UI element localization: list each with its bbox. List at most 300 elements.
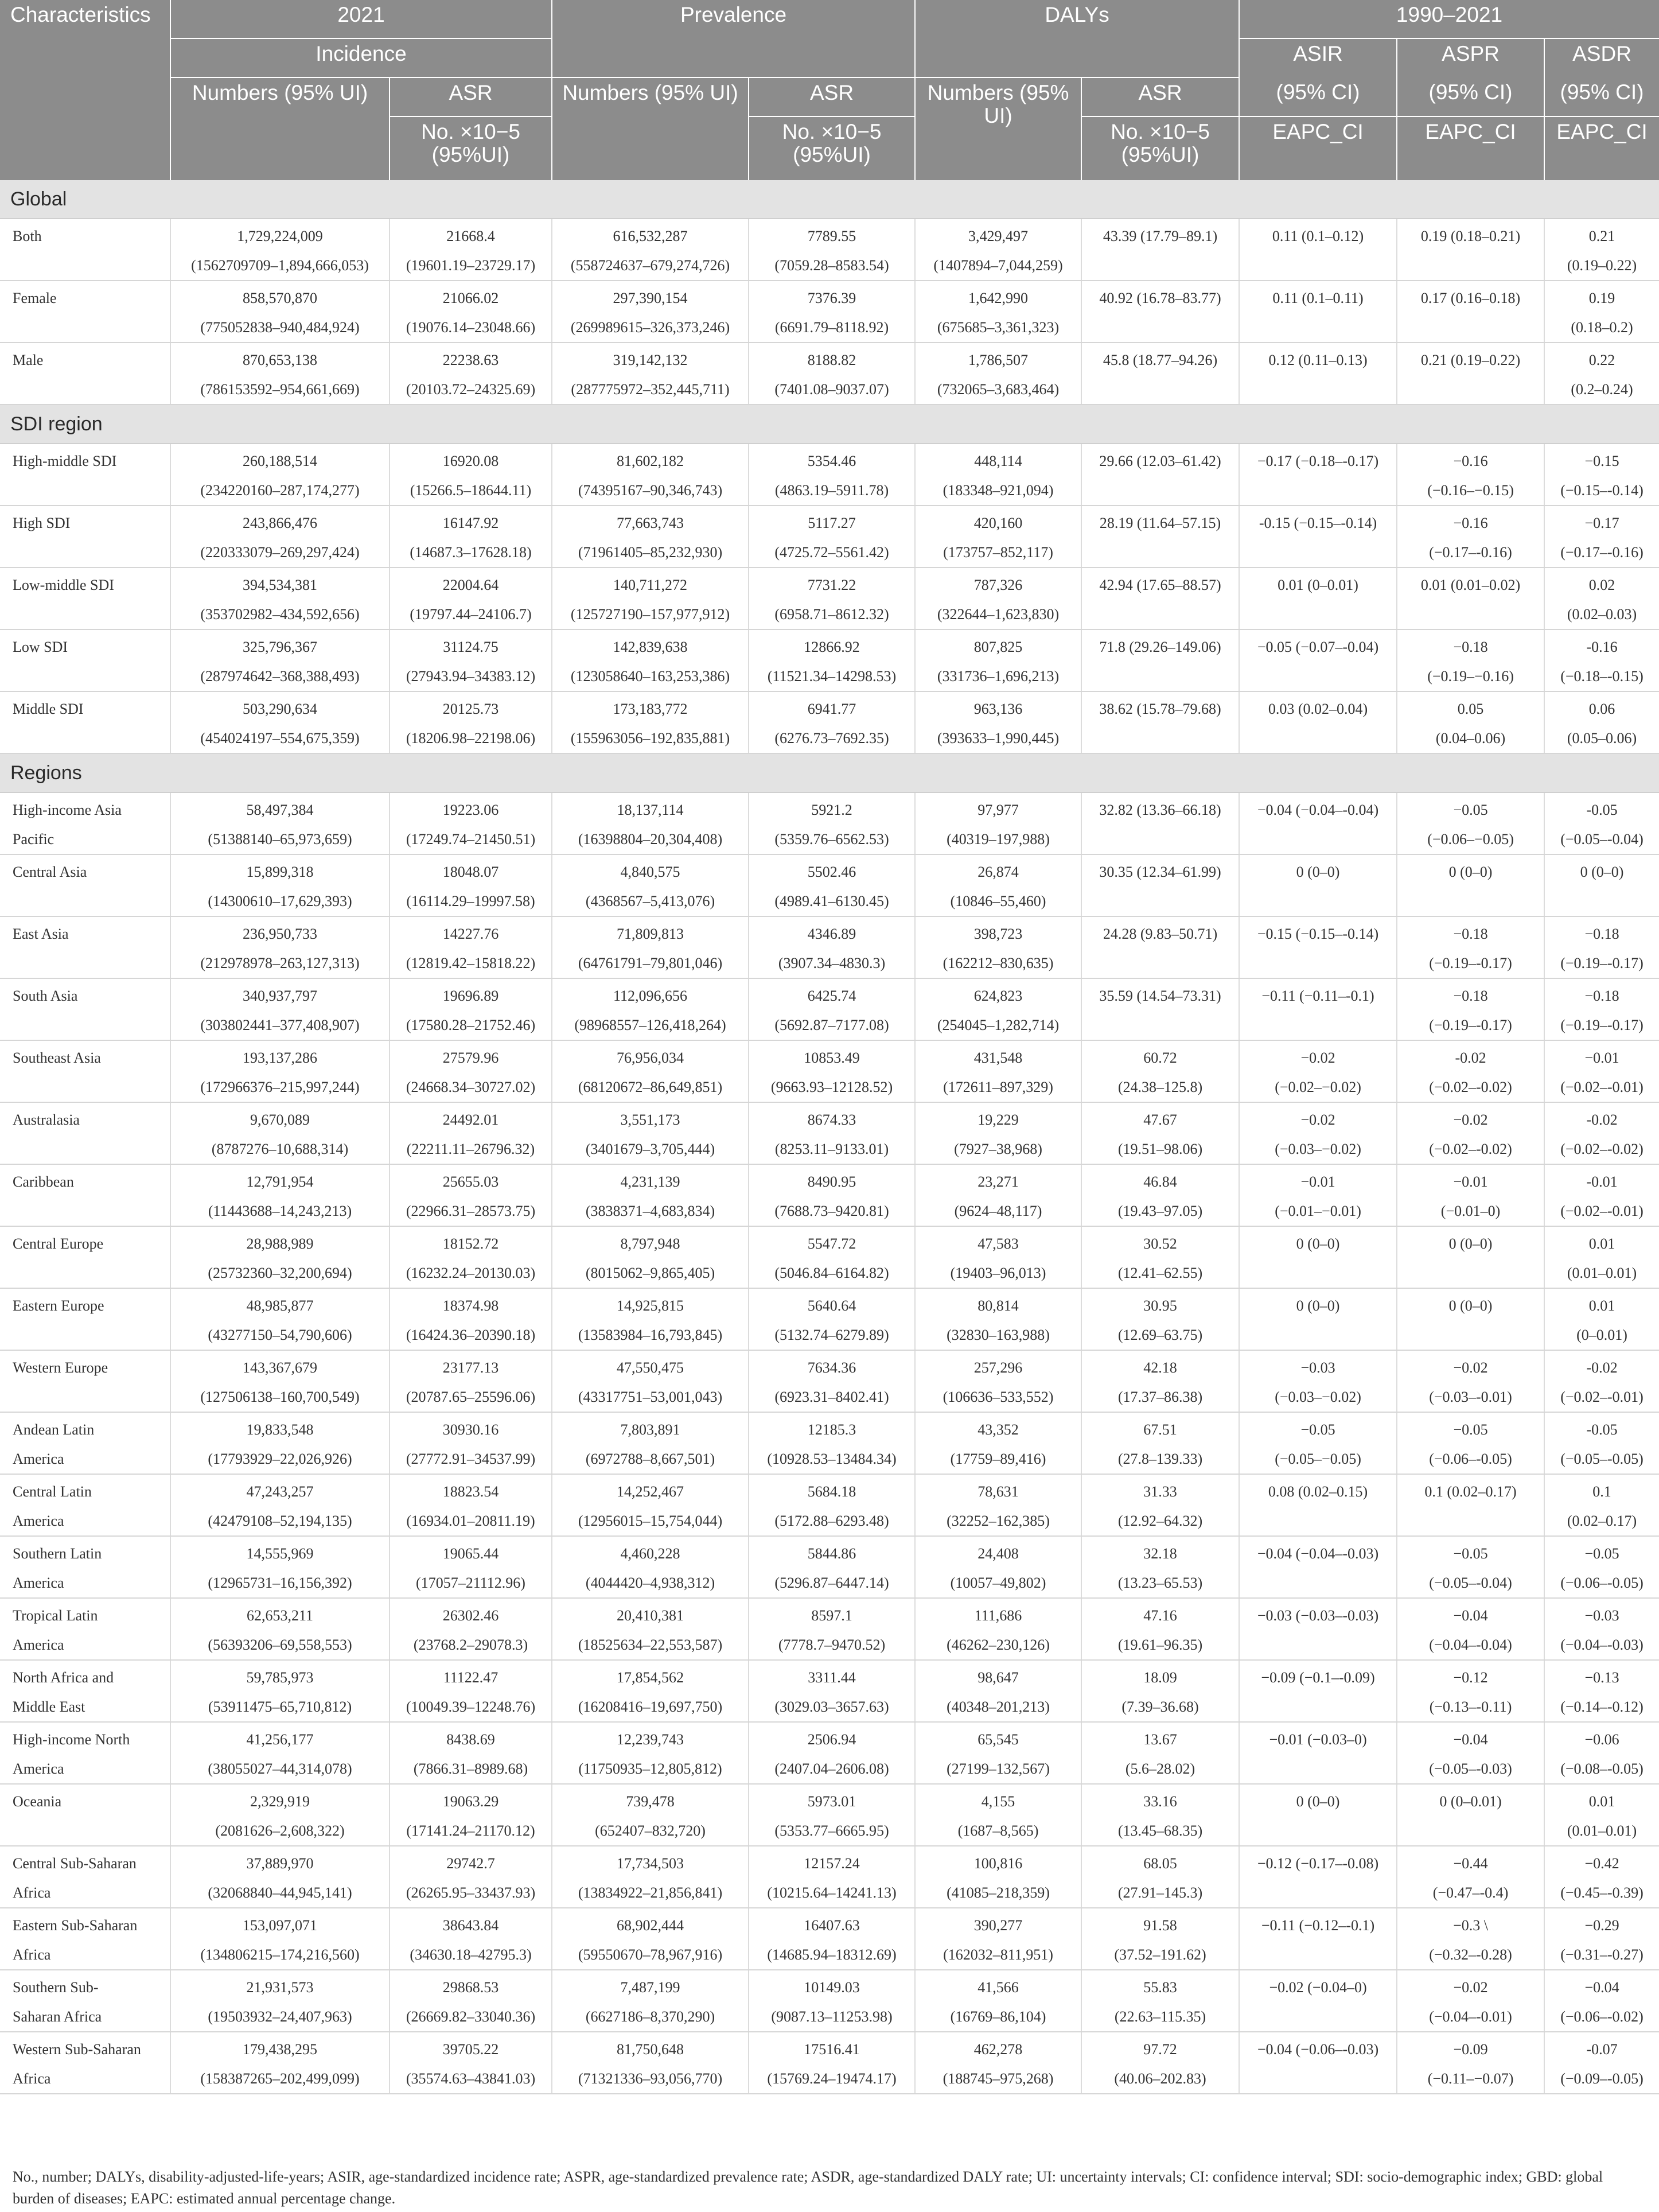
cell-value: Central Sub-Saharan xyxy=(13,1855,137,1872)
cell-interval: (27199–132,567) xyxy=(947,1760,1050,1777)
cell-value: 16147.92 xyxy=(442,515,499,531)
cell-interval: (24668.34–30727.02) xyxy=(406,1079,536,1095)
header-asir: ASIR xyxy=(1239,38,1397,77)
cell-value: 15,899,318 xyxy=(246,864,314,880)
cell-value: 20,410,381 xyxy=(617,1607,684,1624)
cell-interval: (25732360–32,200,694) xyxy=(208,1265,352,1281)
cell-value: 420,160 xyxy=(973,515,1023,531)
cell-value: 5973.01 xyxy=(807,1793,856,1810)
cell-value: 18,137,114 xyxy=(617,802,684,818)
cell-interval: (17249.74–21450.51) xyxy=(406,831,536,848)
cell-value: 963,136 xyxy=(973,701,1023,717)
table-cell xyxy=(1397,1598,1544,1660)
table-cell xyxy=(1397,1226,1544,1288)
cell-value: −0.17 (−0.18–-0.17) xyxy=(1257,453,1379,469)
table-cell xyxy=(1544,1598,1659,1660)
table-cell xyxy=(915,1784,1081,1846)
cell-value: 111,686 xyxy=(974,1607,1022,1624)
table-cell xyxy=(1239,629,1397,691)
table-cell xyxy=(915,1660,1081,1722)
table-header xyxy=(0,0,1659,180)
table-row xyxy=(0,1102,1659,1164)
cell-interval: (−0.17–-0.16) xyxy=(1560,544,1644,561)
cell-interval: (6972788–8,667,501) xyxy=(585,1451,715,1467)
table-row xyxy=(0,1412,1659,1474)
table-cell xyxy=(1544,1722,1659,1784)
table-cell xyxy=(915,281,1081,343)
cell-interval: (134806215–174,216,560) xyxy=(200,1946,360,1963)
cell-value: 12,239,743 xyxy=(617,1731,684,1748)
cell-value: 462,278 xyxy=(973,2041,1023,2058)
cell-value: 0.1 (0.02–0.17) xyxy=(1424,1483,1517,1500)
cell-interval: (11750935–12,805,812) xyxy=(578,1760,722,1777)
table-cell xyxy=(390,219,552,281)
cell-value: 325,796,367 xyxy=(243,639,317,655)
cell-interval: (42479108–52,194,135) xyxy=(208,1513,352,1529)
table-cell xyxy=(749,1288,915,1350)
cell-interval: (2081626–2,608,322) xyxy=(215,1822,345,1839)
cell-value: -0.05 xyxy=(1586,802,1618,818)
section-title: Global xyxy=(0,180,1659,219)
cell-value: High SDI xyxy=(13,515,71,531)
cell-interval: (3907.34–4830.3) xyxy=(778,955,886,971)
header-prev-asr-unit: No. ×10−5 (95%UI) xyxy=(749,116,915,180)
cell-value: 32.82 (13.36–66.18) xyxy=(1099,802,1221,818)
cell-value: 48,985,877 xyxy=(246,1297,314,1314)
table-cell xyxy=(1239,1970,1397,2032)
table-row xyxy=(0,1722,1659,1784)
cell-value: 47,243,257 xyxy=(246,1483,314,1500)
cell-value: 624,823 xyxy=(973,988,1023,1004)
table-cell xyxy=(749,281,915,343)
header-inc-numbers: Numbers (95% UI) xyxy=(170,77,390,116)
cell-interval: America xyxy=(13,1451,64,1467)
cell-value: 39705.22 xyxy=(442,2041,499,2058)
cell-value: 18374.98 xyxy=(442,1297,499,1314)
cell-interval: (20787.65–25596.06) xyxy=(406,1389,536,1405)
table-cell xyxy=(749,1908,915,1970)
table-cell xyxy=(390,1536,552,1598)
row-label xyxy=(0,629,170,691)
cell-interval: (19.61–96.35) xyxy=(1117,1636,1203,1653)
table-cell xyxy=(1544,1040,1659,1102)
table-cell xyxy=(749,691,915,753)
cell-value: 0.1 xyxy=(1592,1483,1611,1500)
cell-value: Middle SDI xyxy=(13,701,84,717)
table-row xyxy=(0,281,1659,343)
table-cell xyxy=(749,1846,915,1908)
cell-interval: (9087.13–11253.98) xyxy=(771,2008,893,2025)
cell-value: −0.05 xyxy=(1300,1421,1335,1438)
table-cell xyxy=(1081,1164,1239,1226)
cell-value: −0.04 (−0.06–-0.03) xyxy=(1257,2041,1379,2058)
cell-interval: (−0.05–−0.05) xyxy=(1275,1451,1361,1467)
cell-interval: (16934.01–20811.19) xyxy=(406,1513,535,1529)
table-cell xyxy=(552,343,749,405)
table-cell xyxy=(1544,1784,1659,1846)
cell-interval: (−0.03–-0.01) xyxy=(1429,1389,1512,1405)
cell-value: Central Europe xyxy=(13,1235,104,1252)
cell-interval: (12819.42–15818.22) xyxy=(406,955,536,971)
cell-interval: (7059.28–8583.54) xyxy=(774,257,889,274)
cell-interval: Saharan Africa xyxy=(13,2008,102,2025)
table-cell xyxy=(1397,506,1544,567)
cell-interval: (16232.24–20130.03) xyxy=(406,1265,536,1281)
table-cell xyxy=(552,691,749,753)
table-cell xyxy=(1081,1598,1239,1660)
table-cell xyxy=(749,1040,915,1102)
table-cell xyxy=(552,1226,749,1288)
cell-interval: (98968557–126,418,264) xyxy=(574,1017,726,1033)
table-cell xyxy=(1239,916,1397,978)
table-row xyxy=(0,567,1659,629)
cell-interval: (5359.76–6562.53) xyxy=(774,831,889,848)
table-cell xyxy=(1239,1722,1397,1784)
cell-value: 38.62 (15.78–79.68) xyxy=(1099,701,1221,717)
row-label xyxy=(0,1846,170,1908)
cell-value: Southern Sub- xyxy=(13,1979,99,1996)
cell-interval: (13583984–16,793,845) xyxy=(578,1327,723,1343)
cell-value: Southeast Asia xyxy=(13,1049,101,1066)
section-title: Regions xyxy=(0,753,1659,792)
row-label xyxy=(0,1598,170,1660)
cell-interval: (5.6–28.02) xyxy=(1125,1760,1195,1777)
cell-interval: (−0.05–-0.03) xyxy=(1429,1760,1512,1777)
cell-value: 807,825 xyxy=(973,639,1023,655)
cell-value: Western Sub-Saharan xyxy=(13,2041,141,2058)
cell-interval: (41085–218,359) xyxy=(947,1884,1050,1901)
cell-value: High-income Asia xyxy=(13,802,122,818)
table-cell xyxy=(390,1722,552,1784)
table-cell xyxy=(749,916,915,978)
cell-interval: (−0.02–-0.01) xyxy=(1560,1079,1644,1095)
table-cell xyxy=(915,916,1081,978)
row-label xyxy=(0,691,170,753)
row-label xyxy=(0,1102,170,1164)
cell-value: 5354.46 xyxy=(807,453,856,469)
table-cell xyxy=(915,1102,1081,1164)
cell-value: 870,653,138 xyxy=(243,352,317,368)
cell-interval: (−0.45–-0.39) xyxy=(1560,1884,1644,1901)
table-cell xyxy=(1397,792,1544,854)
cell-interval: (4725.72–5561.42) xyxy=(774,544,889,561)
cell-value: −0.17 xyxy=(1584,515,1619,531)
cell-value: 19,833,548 xyxy=(246,1421,314,1438)
cell-interval: (675685–3,361,323) xyxy=(937,319,1060,336)
cell-value: 22238.63 xyxy=(442,352,499,368)
cell-value: High-income North xyxy=(13,1731,130,1748)
cell-interval: (59550670–78,967,916) xyxy=(578,1946,723,1963)
table-cell xyxy=(749,1784,915,1846)
header-eapc-aspr: EAPC_CI xyxy=(1397,116,1544,180)
table-cell xyxy=(390,1846,552,1908)
cell-interval: (4044420–4,938,312) xyxy=(585,1575,715,1591)
cell-value: 5547.72 xyxy=(807,1235,856,1252)
table-cell xyxy=(1239,1040,1397,1102)
cell-interval: (7927–38,968) xyxy=(954,1141,1042,1157)
table-cell xyxy=(1081,1102,1239,1164)
cell-value: −0.05 xyxy=(1453,1545,1488,1562)
table-row xyxy=(0,506,1659,567)
cell-interval: (4863.19–5911.78) xyxy=(774,482,889,499)
table-cell xyxy=(390,1660,552,1722)
cell-value: 16407.63 xyxy=(804,1917,860,1934)
table-cell xyxy=(170,219,390,281)
table-cell xyxy=(1081,792,1239,854)
row-label xyxy=(0,854,170,916)
cell-value: Male xyxy=(13,352,44,368)
cell-value: −0.16 xyxy=(1453,515,1488,531)
cell-interval: (6958.71–8612.32) xyxy=(774,606,889,623)
cell-value: −0.3 \ xyxy=(1453,1917,1488,1934)
cell-interval: (26265.95–33437.93) xyxy=(406,1884,536,1901)
table-cell xyxy=(749,792,915,854)
cell-value: 59,785,973 xyxy=(246,1669,314,1686)
cell-value: 4,840,575 xyxy=(620,864,680,880)
cell-interval: (68120672–86,649,851) xyxy=(578,1079,723,1095)
cell-value: 81,750,648 xyxy=(617,2041,684,2058)
cell-interval: (0.01–0.01) xyxy=(1567,1822,1637,1839)
table-cell xyxy=(749,1660,915,1722)
table-cell xyxy=(915,343,1081,405)
cell-value: 140,711,272 xyxy=(613,577,688,593)
row-label xyxy=(0,567,170,629)
cell-interval: (17.37–86.38) xyxy=(1117,1389,1203,1405)
table-cell xyxy=(1239,1226,1397,1288)
table-cell xyxy=(552,2032,749,2094)
header-aspr: ASPR xyxy=(1397,38,1544,77)
cell-value: 25655.03 xyxy=(442,1173,499,1190)
cell-interval: (3838371–4,683,834) xyxy=(585,1203,715,1219)
cell-value: Caribbean xyxy=(13,1173,74,1190)
cell-interval: (5296.87–6447.14) xyxy=(774,1575,889,1591)
cell-value: 29868.53 xyxy=(442,1979,499,1996)
cell-value: 319,142,132 xyxy=(613,352,688,368)
table-cell xyxy=(552,1846,749,1908)
table-row xyxy=(0,343,1659,405)
cell-value: 14,925,815 xyxy=(617,1297,684,1314)
cell-interval: (32830–163,988) xyxy=(947,1327,1050,1343)
table-cell xyxy=(170,1412,390,1474)
cell-interval: (−0.05–-0.05) xyxy=(1560,1451,1644,1467)
cell-value: −0.01 xyxy=(1453,1173,1488,1190)
table-cell xyxy=(1081,1660,1239,1722)
cell-interval: (−0.11–−0.07) xyxy=(1427,2070,1514,2087)
table-cell xyxy=(915,1040,1081,1102)
cell-interval: (3401679–3,705,444) xyxy=(585,1141,715,1157)
row-label xyxy=(0,343,170,405)
cell-value: 35.59 (14.54–73.31) xyxy=(1099,988,1221,1004)
table-row xyxy=(0,1226,1659,1288)
section-header-row xyxy=(0,405,1659,444)
cell-value: 257,296 xyxy=(973,1359,1023,1376)
table-cell xyxy=(1397,1784,1544,1846)
table-cell xyxy=(552,506,749,567)
table-cell xyxy=(1397,1846,1544,1908)
table-cell xyxy=(552,1660,749,1722)
cell-interval: (−0.02–-0.02) xyxy=(1429,1141,1512,1157)
table-row xyxy=(0,1474,1659,1536)
cell-interval: (−0.02–−0.02) xyxy=(1275,1079,1361,1095)
cell-value: 58,497,384 xyxy=(246,802,314,818)
cell-value: 7789.55 xyxy=(807,228,856,244)
table-cell xyxy=(170,343,390,405)
table-cell xyxy=(390,1970,552,2032)
header-eapc-asir: EAPC_CI xyxy=(1239,116,1397,180)
cell-interval: (51388140–65,973,659) xyxy=(208,831,352,848)
cell-value: -0.01 xyxy=(1586,1173,1618,1190)
cell-value: 17,734,503 xyxy=(617,1855,684,1872)
cell-value: -0.02 xyxy=(1586,1111,1618,1128)
table-cell xyxy=(915,1288,1081,1350)
cell-interval: (123058640–163,253,386) xyxy=(570,668,730,685)
cell-value: 18048.07 xyxy=(442,864,499,880)
cell-value: 1,729,224,009 xyxy=(237,228,323,244)
cell-interval: (35574.63–43841.03) xyxy=(406,2070,536,2087)
cell-value: 19,229 xyxy=(978,1111,1019,1128)
cell-value: −0.09 xyxy=(1453,2041,1488,2058)
table-cell xyxy=(1544,916,1659,978)
table-cell xyxy=(915,2032,1081,2094)
cell-interval: (12956015–15,754,044) xyxy=(578,1513,723,1529)
cell-interval: (74395167–90,346,743) xyxy=(578,482,723,499)
table-cell xyxy=(552,629,749,691)
cell-interval: (26669.82–33040.36) xyxy=(406,2008,536,2025)
table-cell xyxy=(1081,1722,1239,1784)
table-cell xyxy=(390,1288,552,1350)
cell-interval: (−0.01–−0.01) xyxy=(1275,1203,1361,1219)
cell-interval: (18525634–22,553,587) xyxy=(578,1636,723,1653)
cell-interval: (5692.87–7177.08) xyxy=(774,1017,889,1033)
cell-value: 0 (0–0.01) xyxy=(1439,1793,1502,1810)
table-cell xyxy=(1544,219,1659,281)
table-row xyxy=(0,978,1659,1040)
table-cell xyxy=(915,1226,1081,1288)
cell-interval: (353702982–434,592,656) xyxy=(200,606,360,623)
row-label xyxy=(0,978,170,1040)
cell-interval: (−0.01–0) xyxy=(1440,1203,1501,1219)
table-cell xyxy=(1544,854,1659,916)
table-cell xyxy=(1239,506,1397,567)
table-body xyxy=(0,180,1659,2094)
table-cell xyxy=(1544,1536,1659,1598)
table-cell xyxy=(1081,1412,1239,1474)
table-cell xyxy=(1397,1350,1544,1412)
cell-value: 2,329,919 xyxy=(250,1793,310,1810)
table-cell xyxy=(552,1784,749,1846)
table-cell xyxy=(170,1598,390,1660)
header-ci-asdr: (95% CI) xyxy=(1544,77,1659,116)
cell-value: 398,723 xyxy=(973,926,1023,942)
table-cell xyxy=(749,567,915,629)
table-cell xyxy=(1544,343,1659,405)
cell-interval: (−0.14–-0.12) xyxy=(1560,1698,1644,1715)
cell-value: 142,839,638 xyxy=(613,639,688,655)
table-cell xyxy=(749,1350,915,1412)
cell-interval: (5132.74–6279.89) xyxy=(774,1327,889,1343)
table-cell xyxy=(1239,978,1397,1040)
table-cell xyxy=(915,1536,1081,1598)
table-cell xyxy=(170,1908,390,1970)
cell-value: East Asia xyxy=(13,926,69,942)
cell-value: −0.11 (−0.12–-0.1) xyxy=(1261,1917,1375,1934)
cell-value: 41,566 xyxy=(978,1979,1019,1996)
cell-interval: (−0.19–-0.17) xyxy=(1429,1017,1512,1033)
table-cell xyxy=(1397,1288,1544,1350)
cell-interval: (−0.19–−0.16) xyxy=(1427,668,1514,685)
table-cell xyxy=(170,1970,390,2032)
cell-interval: (2407.04–2606.08) xyxy=(774,1760,889,1777)
table-cell xyxy=(1239,1846,1397,1908)
cell-value: 68.05 xyxy=(1143,1855,1177,1872)
cell-interval: (17580.28–21752.46) xyxy=(406,1017,536,1033)
table-cell xyxy=(1544,792,1659,854)
table-cell xyxy=(1081,1784,1239,1846)
cell-value: 62,653,211 xyxy=(246,1607,314,1624)
cell-interval: (7.39–36.68) xyxy=(1121,1698,1199,1715)
cell-interval: (0.2–0.24) xyxy=(1571,381,1633,398)
cell-interval: (−0.47–-0.4) xyxy=(1432,1884,1509,1901)
table-cell xyxy=(552,1288,749,1350)
cell-value: 8188.82 xyxy=(807,352,856,368)
table-cell xyxy=(1239,691,1397,753)
cell-value: 787,326 xyxy=(973,577,1023,593)
cell-value: 0.22 xyxy=(1588,352,1615,368)
cell-interval: (−0.19–-0.17) xyxy=(1429,955,1512,971)
row-label xyxy=(0,1784,170,1846)
cell-interval: (−0.05–-0.04) xyxy=(1560,831,1644,848)
cell-value: 3,551,173 xyxy=(620,1111,680,1128)
cell-value: −0.29 xyxy=(1584,1917,1619,1934)
table-cell xyxy=(170,916,390,978)
table-cell xyxy=(1544,1226,1659,1288)
cell-interval: (12.92–64.32) xyxy=(1117,1513,1203,1529)
table-cell xyxy=(390,792,552,854)
cell-interval: (22966.31–28573.75) xyxy=(406,1203,536,1219)
header-inc-asr: ASR xyxy=(390,77,552,116)
table-cell xyxy=(170,567,390,629)
cell-value: 8438.69 xyxy=(446,1731,495,1748)
cell-value: 0 (0–0) xyxy=(1296,1235,1340,1252)
table-cell xyxy=(390,281,552,343)
cell-value: 10149.03 xyxy=(804,1979,860,1996)
cell-value: 55.83 xyxy=(1143,1979,1177,1996)
table-cell xyxy=(1239,854,1397,916)
table-cell xyxy=(1239,1908,1397,1970)
table-cell xyxy=(749,343,915,405)
cell-interval: (393633–1,990,445) xyxy=(937,730,1060,747)
table-cell xyxy=(749,506,915,567)
cell-value: 77,663,743 xyxy=(617,515,684,531)
cell-interval: (−0.02–-0.02) xyxy=(1429,1079,1512,1095)
table-cell xyxy=(552,978,749,1040)
cell-value: −0.42 xyxy=(1584,1855,1619,1872)
table-cell xyxy=(552,444,749,506)
cell-interval: (−0.04–-0.01) xyxy=(1429,2008,1512,2025)
cell-interval: (40.06–202.83) xyxy=(1114,2070,1206,2087)
cell-value: −0.04 xyxy=(1453,1607,1488,1624)
table-cell xyxy=(1239,444,1397,506)
cell-interval: (212978978–263,127,313) xyxy=(200,955,360,971)
cell-interval: (−0.31–-0.27) xyxy=(1560,1946,1644,1963)
cell-interval: (106636–533,552) xyxy=(943,1389,1054,1405)
table-cell xyxy=(170,2032,390,2094)
table-cell xyxy=(390,916,552,978)
cell-interval: (303802441–377,408,907) xyxy=(200,1017,360,1033)
table-cell xyxy=(1081,916,1239,978)
table-cell xyxy=(390,506,552,567)
table-cell xyxy=(170,1350,390,1412)
